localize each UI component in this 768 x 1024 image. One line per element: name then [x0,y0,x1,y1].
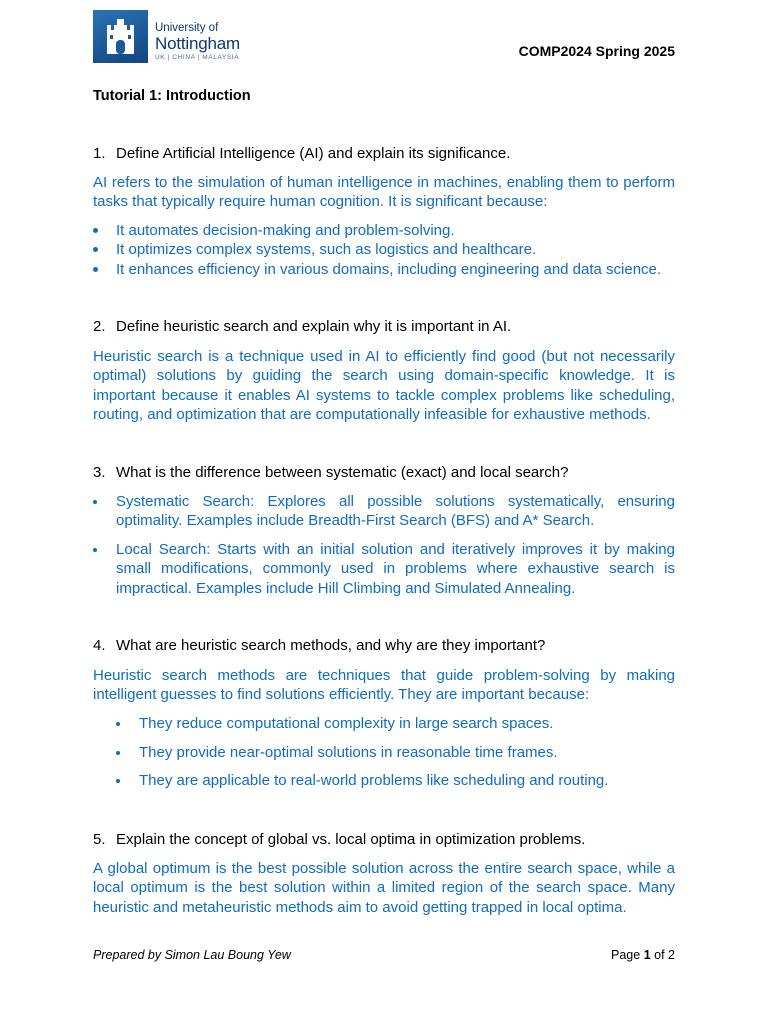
answer-1: AI refers to the simulation of human intelligence in machines, enabling them to perform tasks that typically require human cognition. It is significant because: [93,174,675,211]
bullet-icon [116,751,120,755]
list-item: They are applicable to real-world problems like scheduling and routing. [116,771,675,790]
question-number: 1. [93,145,106,162]
bullet-icon [93,548,97,552]
footer-author: Prepared by Simon Lau Boung Yew [93,948,291,962]
logo-university-of: University of [155,22,219,34]
question-number: 2. [93,318,106,335]
question-text: What are heuristic search methods, and why are they important? [116,637,546,654]
document-page [93,0,675,1024]
list-item: Systematic Search: Explores all possible solutions systematically, ensuring optimality. Examples include Breadth-First Search (BFS) and A* Search. [93,492,675,531]
question-5 [93,830,585,849]
course-code: COMP2024 Spring 2025 [518,43,675,59]
bullet-icon [93,247,98,252]
question-text: Define Artificial Intelligence (AI) and explain its significance. [116,145,511,162]
page-header [93,10,675,66]
page-word: Page [611,948,641,962]
logo-campuses: UK | CHINA | MALAYSIA [155,54,240,61]
page-title: Tutorial 1: Introduction [93,88,251,104]
bullet-icon [116,779,120,783]
question-text: Define heuristic search and explain why it is important in AI. [116,318,512,335]
list-item: It optimizes complex systems, such as logistics and healthcare. [93,240,675,259]
page-of: of [654,948,665,962]
question-2 [93,317,511,336]
question-number: 5. [93,831,106,848]
list-item: They provide near-optimal solutions in reasonable time frames. [116,743,675,762]
logo-wordmark [155,22,250,62]
question-number: 4. [93,637,106,654]
bullet-icon [93,500,97,504]
page-total: 2 [668,948,675,962]
list-item: Local Search: Starts with an initial solution and iteratively improves it by making small modifications, commonly used in problems where exhaustive search is impractical. Examples include Hill Climbing and Simulated Annealing. [93,540,675,598]
bullet-icon [116,722,120,726]
list-item: It enhances efficiency in various domains, including engineering and data science. [93,260,675,279]
question-3 [93,463,568,482]
list-item: They reduce computational complexity in large search spaces. [116,714,675,733]
question-number: 3. [93,464,106,481]
question-text: Explain the concept of global vs. local optima in optimization problems. [116,831,586,848]
answer-2: Heuristic search is a technique used in AI to efficiently find good (but not necessarily optimal) solutions by guiding the search using domain-specific knowledge. It is important because it enables AI systems to tackle complex problems like scheduling, routing, and optimization that are computationally infeasible for exhaustive methods. [93,348,675,423]
page-current: 1 [643,948,651,962]
bullet-icon [93,267,98,272]
question-4 [93,636,545,655]
castle-crest-icon [93,10,148,63]
bullet-icon [93,228,98,233]
university-logo [93,10,243,64]
logo-nottingham: Nottingham [155,34,240,53]
page-number [611,948,675,962]
question-1 [93,144,510,163]
question-text: What is the difference between systematic (exact) and local search? [116,464,569,481]
answer-5: A global optimum is the best possible solution across the entire search space, while a local optimum is the best solution within a limited region of the search space. Many heuristic and metaheuristic methods aim to avoid getting trapped in local optima. [93,860,675,916]
list-item: It automates decision-making and problem-solving. [93,221,675,240]
answer-4: Heuristic search methods are techniques that guide problem-solving by making intelligent guesses to find solutions efficiently. They are important because: [93,667,675,704]
